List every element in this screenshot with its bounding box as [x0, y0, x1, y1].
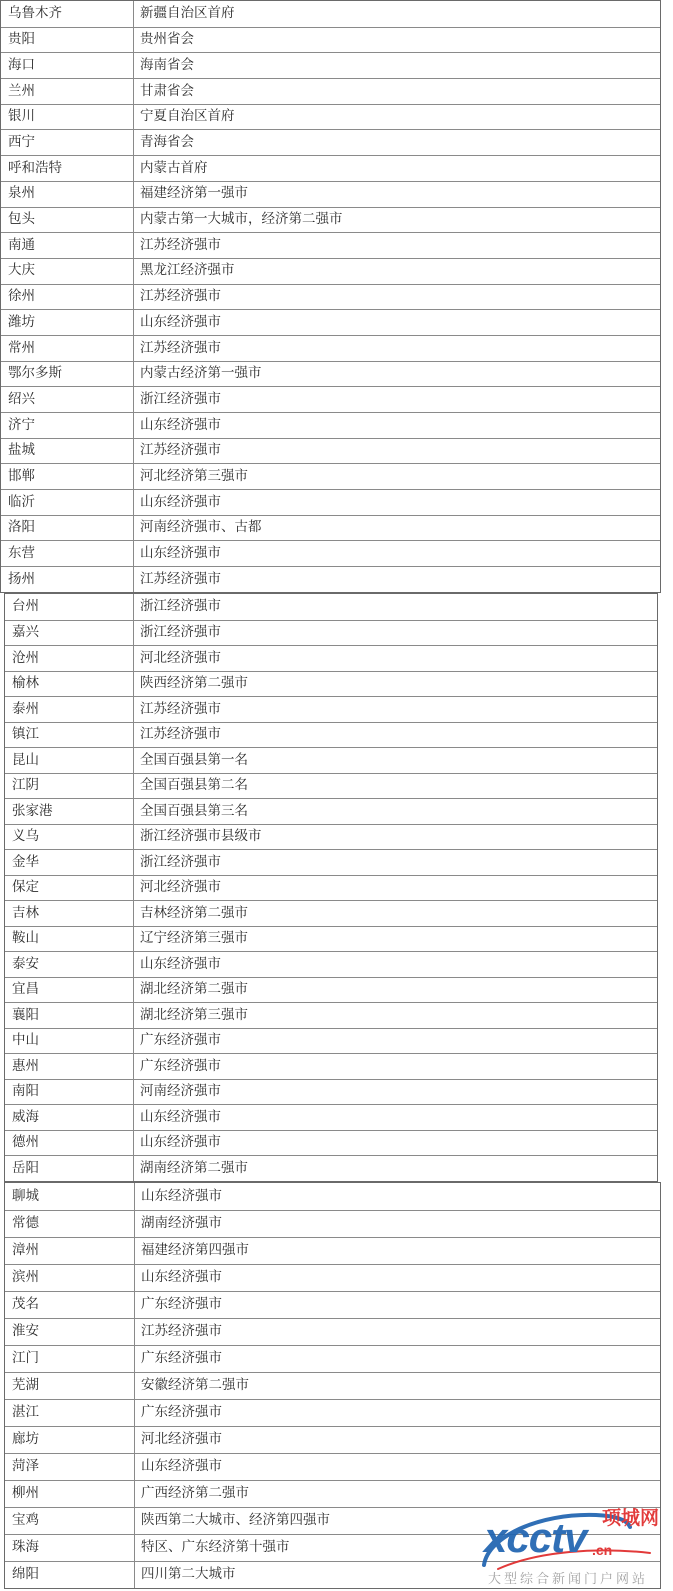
- table-row: [1, 489, 660, 515]
- city-description-cell: 内蒙古第一大城市，经济第二强市: [140, 211, 343, 228]
- city-description-cell: 江苏经济强市: [140, 288, 221, 305]
- city-description-cell: 山东经济强市: [140, 313, 221, 330]
- city-description-cell: 山东经济强市: [140, 955, 221, 972]
- city-description-cell: 新疆自治区首府: [140, 5, 235, 22]
- table-row: [5, 1318, 660, 1345]
- city-name-cell: 泰安: [5, 952, 134, 977]
- city-description-cell: 福建经济第四强市: [141, 1242, 249, 1259]
- city-description-cell: 安徽经济第二强市: [141, 1377, 249, 1394]
- city-name-cell: 南阳: [5, 1080, 134, 1105]
- city-description-cell: 江苏经济强市: [140, 236, 221, 253]
- city-name-cell: 盐城: [1, 439, 134, 464]
- city-name-cell: 海口: [1, 53, 134, 78]
- table-row: [1, 309, 660, 335]
- city-name-cell: 德州: [5, 1131, 134, 1156]
- city-name-cell: 廊坊: [5, 1427, 135, 1453]
- table-row: [5, 1264, 660, 1291]
- city-description-cell: 湖南经济第二强市: [140, 1159, 248, 1176]
- city-description-cell: 浙江经济强市: [140, 598, 221, 614]
- city-name-cell: 呼和浩特: [1, 156, 134, 181]
- city-description-cell: 青海省会: [140, 134, 194, 151]
- city-description-cell: 浙江经济强市: [140, 390, 221, 407]
- table-row: [1, 566, 660, 592]
- city-description-cell: 河北经济第三强市: [140, 467, 248, 484]
- city-name-cell: 绵阳: [5, 1562, 135, 1588]
- city-name-cell: 湛江: [5, 1400, 135, 1426]
- table-row: [5, 747, 657, 773]
- table-row: [1, 463, 660, 489]
- city-description-cell: 江苏经济强市: [141, 1323, 222, 1340]
- city-description-cell: 广东经济强市: [140, 1032, 221, 1048]
- city-description-cell: 陕西经济第二强市: [140, 675, 248, 691]
- city-name-cell: 绍兴: [1, 387, 134, 412]
- city-description-cell: 湖北经济第三强市: [140, 1006, 248, 1023]
- table-row: [5, 926, 657, 952]
- city-description-cell: 江苏经济强市: [140, 726, 221, 742]
- city-name-cell: 银川: [1, 105, 134, 130]
- city-description-cell: 黑龙江经济强市: [140, 262, 235, 279]
- city-description-cell: 福建经济第一强市: [140, 185, 248, 202]
- city-description-cell: 山东经济强市: [140, 1108, 221, 1125]
- city-description-cell: 河南经济强市: [140, 1083, 221, 1099]
- table-row: [5, 1210, 660, 1237]
- city-description-cell: 山东经济强市: [140, 416, 221, 433]
- city-description-cell: 江苏经济强市: [140, 700, 221, 717]
- city-description-cell: 辽宁经济第三强市: [140, 930, 248, 946]
- city-description-cell: 海南省会: [140, 56, 194, 73]
- city-name-cell: 惠州: [5, 1054, 134, 1079]
- table-row: [5, 722, 657, 748]
- city-table-part-3: [4, 1182, 661, 1589]
- watermark-domain-suffix: .cn: [592, 1542, 613, 1558]
- city-name-cell: 包头: [1, 208, 134, 233]
- table-row: [5, 1155, 657, 1181]
- city-description-cell: 山东经济强市: [141, 1458, 222, 1475]
- city-name-cell: 芜湖: [5, 1373, 135, 1399]
- city-table-part-1: [0, 0, 661, 593]
- table-row: [1, 361, 660, 387]
- city-name-cell: 临沂: [1, 490, 134, 515]
- city-description-cell: 河北经济强市: [140, 649, 221, 666]
- table-row: [1, 129, 660, 155]
- table-row: [5, 773, 657, 799]
- watermark-slogan: 大型综合新闻门户网站: [488, 1572, 649, 1587]
- city-name-cell: 宜昌: [5, 978, 134, 1003]
- table-row: [1, 27, 660, 53]
- table-row: [1, 232, 660, 258]
- table-row: [5, 798, 657, 824]
- city-name-cell: 滨州: [5, 1265, 135, 1291]
- table-row: [1, 284, 660, 310]
- table-row: [1, 515, 660, 541]
- city-description-cell: 广东经济强市: [141, 1296, 222, 1313]
- city-name-cell: 济宁: [1, 413, 134, 438]
- city-description-cell: 宁夏自治区首府: [140, 108, 235, 125]
- city-name-cell: 漳州: [5, 1238, 135, 1264]
- table-row: [1, 207, 660, 233]
- city-name-cell: 襄阳: [5, 1003, 134, 1028]
- watermark-brand-text: xcctv: [484, 1514, 587, 1561]
- city-description-cell: 江苏经济强市: [140, 442, 221, 459]
- city-description-cell: 浙江经济强市: [140, 853, 221, 870]
- city-name-cell: 镇江: [5, 723, 134, 748]
- city-name-cell: 中山: [5, 1029, 134, 1054]
- city-name-cell: 宝鸡: [5, 1508, 135, 1534]
- city-description-cell: 内蒙古经济第一强市: [140, 365, 262, 382]
- table-row: [5, 875, 657, 901]
- city-name-cell: 岳阳: [5, 1156, 134, 1181]
- table-row: [5, 696, 657, 722]
- table-row: [1, 155, 660, 181]
- table-row: [5, 1028, 657, 1054]
- table-row: [1, 412, 660, 438]
- city-name-cell: 东营: [1, 541, 134, 566]
- table-row: [5, 1372, 660, 1399]
- city-name-cell: 鞍山: [5, 927, 134, 952]
- city-name-cell: 茂名: [5, 1292, 135, 1318]
- table-row: [5, 900, 657, 926]
- table-row: [1, 181, 660, 207]
- city-description-cell: 江苏经济强市: [140, 339, 221, 356]
- city-name-cell: 南通: [1, 233, 134, 258]
- city-name-cell: 沧州: [5, 646, 134, 671]
- table-row: [5, 1183, 660, 1210]
- city-name-cell: 乌鲁木齐: [1, 1, 134, 27]
- city-description-cell: 浙江经济强市县级市: [140, 828, 262, 844]
- table-row: [5, 849, 657, 875]
- table-row: [1, 540, 660, 566]
- city-name-cell: 柳州: [5, 1481, 135, 1507]
- city-description-cell: 全国百强县第二名: [140, 777, 248, 793]
- city-description-cell: 湖北经济第二强市: [140, 981, 248, 997]
- city-name-cell: 扬州: [1, 567, 134, 592]
- city-name-cell: 吉林: [5, 901, 134, 926]
- watermark-site-name: 项城网: [602, 1507, 660, 1529]
- city-name-cell: 贵阳: [1, 28, 134, 53]
- city-description-cell: 内蒙古首府: [140, 159, 208, 176]
- city-description-cell: 广东经济强市: [141, 1404, 222, 1421]
- city-description-cell: 山东经济强市: [140, 1134, 221, 1150]
- city-name-cell: 昆山: [5, 748, 134, 773]
- table-row: [5, 1130, 657, 1156]
- city-description-cell: 浙江经济强市: [140, 624, 221, 640]
- city-name-cell: 潍坊: [1, 310, 134, 335]
- city-description-cell: 特区、广东经济第十强市: [141, 1539, 290, 1556]
- table-row: [5, 1079, 657, 1105]
- city-description-cell: 山东经济强市: [141, 1187, 222, 1204]
- city-name-cell: 大庆: [1, 259, 134, 284]
- table-row: [5, 1426, 660, 1453]
- city-description-cell: 贵州省会: [140, 31, 194, 48]
- city-name-cell: 洛阳: [1, 516, 134, 541]
- city-name-cell: 聊城: [5, 1183, 135, 1210]
- city-description-cell: 四川第二大城市: [141, 1566, 236, 1583]
- city-name-cell: 菏泽: [5, 1454, 135, 1480]
- city-description-cell: 陕西第二大城市、经济第四强市: [141, 1512, 330, 1529]
- city-description-cell: 吉林经济第二强市: [140, 904, 248, 921]
- city-name-cell: 邯郸: [1, 464, 134, 489]
- table-row: [5, 977, 657, 1003]
- city-name-cell: 嘉兴: [5, 621, 134, 646]
- city-description-cell: 山东经济强市: [140, 493, 221, 510]
- city-description-cell: 甘肃省会: [140, 82, 194, 99]
- table-row: [1, 335, 660, 361]
- table-row: [5, 1561, 660, 1588]
- table-row: [5, 824, 657, 850]
- table-row: [5, 1480, 660, 1507]
- table-row: [5, 1104, 657, 1130]
- city-description-cell: 广西经济第二强市: [141, 1485, 249, 1502]
- table-row: [5, 1291, 660, 1318]
- city-name-cell: 西宁: [1, 130, 134, 155]
- city-description-cell: 山东经济强市: [141, 1269, 222, 1286]
- city-name-cell: 淮安: [5, 1319, 135, 1345]
- city-name-cell: 常德: [5, 1211, 135, 1237]
- city-name-cell: 泉州: [1, 182, 134, 207]
- city-name-cell: 江门: [5, 1346, 135, 1372]
- table-row: [1, 104, 660, 130]
- city-description-cell: 山东经济强市: [140, 545, 221, 562]
- city-description-cell: 广东经济强市: [141, 1350, 222, 1367]
- table-row: [5, 1002, 657, 1028]
- city-description-cell: 湖南经济强市: [141, 1215, 222, 1232]
- table-row: [5, 1399, 660, 1426]
- table-row: [1, 52, 660, 78]
- city-name-cell: 保定: [5, 876, 134, 901]
- city-name-cell: 江阴: [5, 774, 134, 799]
- table-row: [5, 1237, 660, 1264]
- city-name-cell: 义乌: [5, 825, 134, 850]
- city-description-cell: 河北经济强市: [140, 879, 221, 895]
- city-table-part-2: [4, 593, 658, 1182]
- table-row: [5, 1534, 660, 1561]
- table-row: [5, 951, 657, 977]
- city-name-cell: 台州: [5, 594, 134, 620]
- city-description-cell: 河北经济强市: [141, 1431, 222, 1448]
- table-row: [5, 594, 657, 620]
- table-row: [1, 78, 660, 104]
- city-description-cell: 江苏经济强市: [140, 570, 221, 587]
- table-row: [5, 671, 657, 697]
- table-row: [1, 386, 660, 412]
- table-row: [5, 1507, 660, 1534]
- table-row: [1, 438, 660, 464]
- city-name-cell: 兰州: [1, 79, 134, 104]
- city-name-cell: 徐州: [1, 285, 134, 310]
- table-row: [5, 645, 657, 671]
- table-row: [1, 1, 660, 27]
- city-name-cell: 珠海: [5, 1535, 135, 1561]
- city-description-cell: 全国百强县第一名: [140, 751, 248, 768]
- city-name-cell: 泰州: [5, 697, 134, 722]
- city-description-cell: 河南经济强市、古都: [140, 519, 262, 536]
- city-name-cell: 鄂尔多斯: [1, 362, 134, 387]
- city-description-cell: 广东经济强市: [140, 1057, 221, 1074]
- city-name-cell: 金华: [5, 850, 134, 875]
- table-row: [5, 1453, 660, 1480]
- city-description-cell: 全国百强县第三名: [140, 802, 248, 819]
- city-name-cell: 威海: [5, 1105, 134, 1130]
- table-row: [5, 1053, 657, 1079]
- table-row: [1, 258, 660, 284]
- table-row: [5, 1345, 660, 1372]
- table-row: [5, 620, 657, 646]
- city-name-cell: 常州: [1, 336, 134, 361]
- city-name-cell: 张家港: [5, 799, 134, 824]
- city-name-cell: 榆林: [5, 672, 134, 697]
